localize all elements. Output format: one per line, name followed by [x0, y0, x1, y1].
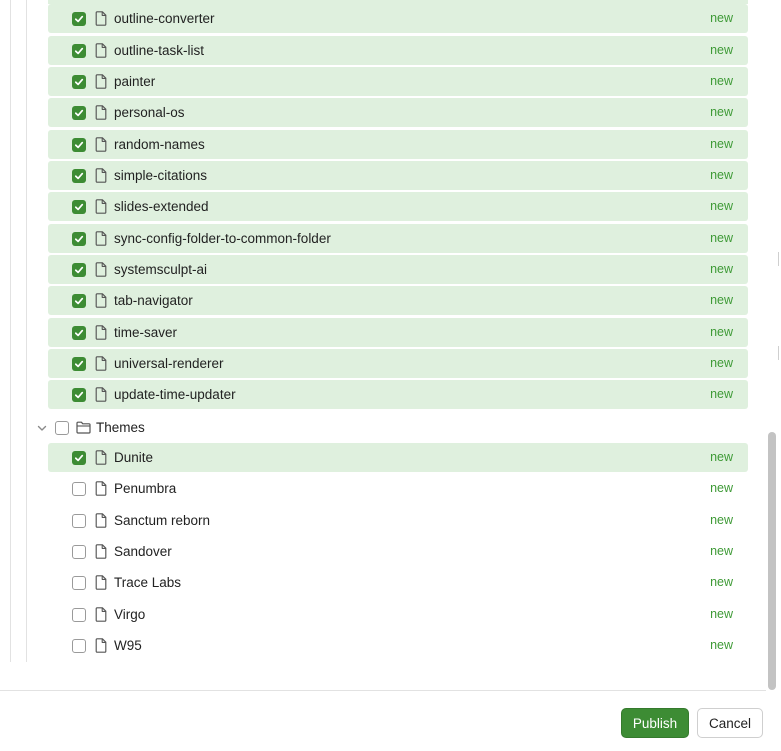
folder-checkbox[interactable] — [55, 421, 69, 435]
tree-item-label: slides-extended — [114, 199, 209, 214]
file-icon — [95, 638, 107, 653]
checkbox-checked[interactable] — [72, 294, 86, 308]
status-badge: new — [710, 356, 733, 370]
checkbox[interactable] — [72, 514, 86, 528]
tree-item[interactable] — [48, 568, 748, 597]
status-badge: new — [710, 575, 733, 589]
file-icon — [95, 325, 107, 340]
tree-item[interactable] — [48, 130, 748, 159]
tree-item-label: sync-config-folder-to-common-folder — [114, 231, 331, 246]
tree-item-label: update-time-updater — [114, 387, 236, 402]
status-badge: new — [710, 74, 733, 88]
tree-item[interactable] — [48, 286, 748, 315]
folder-label: Themes — [96, 420, 145, 435]
file-icon — [95, 11, 107, 26]
tree-item[interactable] — [48, 380, 748, 409]
tree-item-label: painter — [114, 74, 156, 89]
status-badge: new — [710, 481, 733, 495]
scrollbar-thumb[interactable] — [768, 432, 776, 690]
tree-item[interactable] — [48, 631, 748, 660]
file-icon — [95, 293, 107, 308]
file-icon — [95, 74, 107, 89]
status-badge: new — [710, 199, 733, 213]
folder-icon — [76, 421, 91, 434]
tree-item[interactable] — [48, 474, 748, 503]
tree-item-label: outline-converter — [114, 11, 215, 26]
tree-item[interactable] — [48, 255, 748, 284]
tree-item[interactable] — [48, 4, 748, 33]
tree-item-label: Penumbra — [114, 481, 177, 496]
checkbox-checked[interactable] — [72, 169, 86, 183]
checkbox-checked[interactable] — [72, 138, 86, 152]
file-icon — [95, 575, 107, 590]
tree-item[interactable] — [48, 224, 748, 253]
status-badge: new — [710, 11, 733, 25]
status-badge: new — [710, 262, 733, 276]
file-icon — [95, 387, 107, 402]
tree-item[interactable] — [48, 67, 748, 96]
tree-item[interactable] — [48, 318, 748, 347]
tree-item-label: Virgo — [114, 607, 146, 622]
status-badge: new — [710, 638, 733, 652]
tree-item-label: outline-task-list — [114, 43, 205, 58]
dialog-footer — [0, 691, 781, 751]
tree-item-label: W95 — [114, 638, 142, 653]
file-icon — [95, 199, 107, 214]
tree-item[interactable] — [48, 600, 748, 629]
file-icon — [95, 481, 107, 496]
checkbox-checked[interactable] — [72, 451, 86, 465]
tree-item-label: tab-navigator — [114, 293, 193, 308]
tree-item[interactable] — [48, 506, 748, 535]
tree-item-label: Dunite — [114, 450, 154, 465]
file-icon — [95, 450, 107, 465]
checkbox-checked[interactable] — [72, 388, 86, 402]
tree-item-label: personal-os — [114, 105, 185, 120]
checkbox-checked[interactable] — [72, 106, 86, 120]
tree-item-label: systemsculpt-ai — [114, 262, 208, 277]
tree-item-label: Sanctum reborn — [114, 513, 211, 528]
file-icon — [95, 356, 107, 371]
tree-item-label: universal-renderer — [114, 356, 224, 371]
checkbox[interactable] — [72, 576, 86, 590]
tree-item[interactable] — [48, 98, 748, 127]
status-badge: new — [710, 293, 733, 307]
cancel-button[interactable]: Cancel — [697, 708, 763, 738]
publish-button[interactable]: Publish — [621, 708, 689, 738]
file-icon — [95, 262, 107, 277]
tree-guide-line-inner — [26, 0, 27, 662]
tree-item[interactable] — [48, 192, 748, 221]
tree-item-label: simple-citations — [114, 168, 208, 183]
file-icon — [95, 105, 107, 120]
file-icon — [95, 231, 107, 246]
checkbox[interactable] — [72, 639, 86, 653]
status-badge: new — [710, 544, 733, 558]
status-badge: new — [710, 231, 733, 245]
status-badge: new — [710, 325, 733, 339]
tree-item-label: Sandover — [114, 544, 172, 559]
checkbox-checked[interactable] — [72, 357, 86, 371]
folder-row-themes[interactable] — [34, 415, 748, 440]
file-icon — [95, 607, 107, 622]
tree-item-label: time-saver — [114, 325, 178, 340]
tree-item[interactable] — [48, 161, 748, 190]
checkbox-checked[interactable] — [72, 263, 86, 277]
file-icon — [95, 544, 107, 559]
file-icon — [95, 43, 107, 58]
status-badge: new — [710, 105, 733, 119]
tree-guide-line — [10, 0, 11, 662]
status-badge: new — [710, 168, 733, 182]
checkbox[interactable] — [72, 608, 86, 622]
file-icon — [95, 513, 107, 528]
checkbox-checked[interactable] — [72, 326, 86, 340]
tree-item-label: random-names — [114, 137, 205, 152]
status-badge: new — [710, 137, 733, 151]
checkbox-checked[interactable] — [72, 12, 86, 26]
tree-item[interactable] — [48, 349, 748, 378]
status-badge: new — [710, 43, 733, 57]
file-icon — [95, 137, 107, 152]
file-icon — [95, 168, 107, 183]
status-badge: new — [710, 387, 733, 401]
checkbox-checked[interactable] — [72, 75, 86, 89]
checkbox[interactable] — [72, 545, 86, 559]
chevron-down-icon[interactable] — [36, 422, 48, 434]
checkbox-checked[interactable] — [72, 200, 86, 214]
checkbox-checked[interactable] — [72, 232, 86, 246]
tree-item-label: Trace Labs — [114, 575, 182, 590]
checkbox[interactable] — [72, 482, 86, 496]
status-badge: new — [710, 607, 733, 621]
tree-item[interactable] — [48, 537, 748, 566]
tree-item[interactable] — [48, 36, 748, 65]
tree-item[interactable] — [48, 443, 748, 472]
checkbox-checked[interactable] — [72, 44, 86, 58]
status-badge: new — [710, 513, 733, 527]
status-badge: new — [710, 450, 733, 464]
